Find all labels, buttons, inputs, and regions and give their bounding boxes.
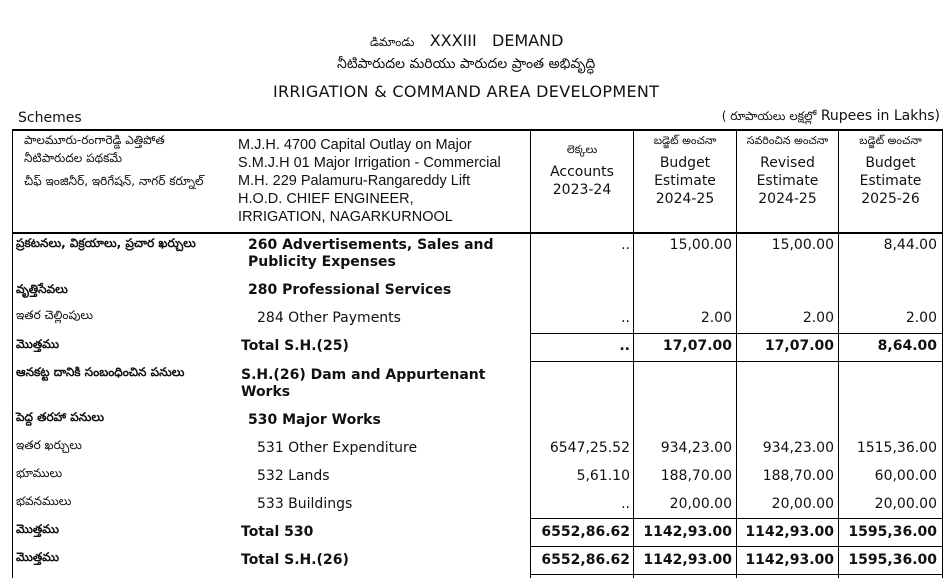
row10-be2: 1595,36.00: [848, 524, 937, 540]
col-be-label-2: Estimate: [654, 173, 716, 189]
row4-accounts: ..: [619, 338, 630, 354]
demand-word: DEMAND: [492, 31, 564, 50]
row7-be: 934,23.00: [660, 440, 732, 456]
row11-be2: 1595,36.00: [848, 552, 937, 568]
row3-be: 2.00: [700, 310, 732, 326]
subtitle-telugu: నీటిపారుదల మరియు పారుదల ప్రాంత అభివృద్ధి: [337, 56, 596, 72]
total-rule-r4-top: [530, 333, 942, 334]
row4-be2: 8,64.00: [877, 338, 937, 354]
row1-be: 15,00.00: [669, 237, 732, 253]
row6-telugu: పెద్ద తరహా పనులు: [16, 410, 104, 424]
table-right-border: [942, 129, 943, 578]
scheme-line-4: H.O.D. CHIEF ENGINEER,: [238, 191, 414, 207]
header-bottom-border: [12, 232, 943, 234]
row3-desc: 284 Other Payments: [257, 310, 401, 326]
row1-accounts: ..: [621, 237, 630, 253]
scheme-telugu-1: పాలమూరు-రంగారెడ్డి ఎత్తిపోత: [24, 133, 165, 147]
col-re-label-1: Revised: [760, 155, 815, 171]
col-be-year: 2024-25: [655, 191, 715, 207]
col-re-label-2: Estimate: [756, 173, 819, 189]
row5-desc-1: S.H.(26) Dam and Appurtenant: [241, 367, 486, 383]
row5-desc-2: Works: [241, 384, 291, 400]
demand-heading: [370, 31, 563, 52]
row11-be: 1142,93.00: [643, 552, 732, 568]
scheme-telugu-3: చీఫ్ ఇంజినీర్, ఇరిగేషన్, నాగర్ కర్నూల్: [24, 174, 204, 188]
row3-be2: 2.00: [905, 310, 937, 326]
row9-desc: 533 Buildings: [257, 496, 353, 512]
row10-be: 1142,93.00: [643, 524, 732, 540]
row3-telugu: ఇతర చెల్లింపులు: [16, 308, 94, 322]
col-re-telugu: సవరించిన అంచనా: [746, 134, 829, 147]
col-accounts-label: Accounts: [550, 164, 614, 180]
col-accounts-telugu: లెక్కలు: [566, 143, 598, 156]
row1-desc-2: Publicity Expenses: [248, 254, 396, 270]
row2-telugu: వృత్తిసేవలు: [16, 282, 68, 296]
row8-accounts: 5,61.10: [576, 468, 630, 484]
row8-telugu: భూములు: [16, 466, 63, 480]
table-left-border: [12, 129, 13, 578]
row9-be: 20,00.00: [669, 496, 732, 512]
row4-re: 17,07.00: [764, 338, 834, 354]
total-rule-r4-bottom: [530, 361, 942, 362]
row4-telugu: మొత్తము: [16, 337, 60, 351]
table-top-border: [12, 129, 943, 131]
col-be-label-1: Budget: [659, 155, 711, 171]
row7-telugu: ఇతర ఖర్చులు: [16, 438, 82, 452]
scheme-telugu-2: నీటిపారుదల పథకమే: [24, 151, 123, 165]
row10-re: 1142,93.00: [745, 524, 834, 540]
col-be2-label-1: Budget: [865, 155, 916, 171]
row5-telugu: ఆనకట్ట దానికి సంబంధించిన పనులు: [16, 365, 185, 379]
total-rule-r10-top: [530, 518, 942, 519]
col-be2-telugu: బడ్జెట్ అంచనా: [859, 134, 922, 147]
col-re-year: 2024-25: [758, 191, 817, 207]
page-title: IRRIGATION & COMMAND AREA DEVELOPMENT: [273, 82, 660, 101]
units-english: Rupees in Lakhs): [820, 108, 940, 124]
total-rule-r10-bottom: [530, 546, 942, 547]
row11-telugu: మొత్తము: [16, 550, 60, 564]
row8-be2: 60,00.00: [874, 468, 937, 484]
row1-desc-1: 260 Advertisements, Sales and: [248, 237, 494, 253]
demand-number: XXXIII: [429, 31, 477, 50]
row2-desc: 280 Professional Services: [248, 282, 452, 298]
demand-telugu: డిమాండు: [370, 35, 415, 49]
scheme-line-5: IRRIGATION, NAGARKURNOOL: [238, 209, 453, 225]
row8-be: 188,70.00: [660, 468, 732, 484]
row3-re: 2.00: [802, 310, 834, 326]
row8-re: 188,70.00: [762, 468, 834, 484]
units-telugu: ( రూపాయలు లక్షల్లో: [721, 109, 817, 123]
schemes-label: Schemes: [18, 110, 82, 126]
row1-telugu: ప్రకటనలు, విక్రయాలు, ప్రచార ఖర్చులు: [16, 236, 196, 250]
col-accounts-year: 2023-24: [552, 182, 612, 198]
total-rule-r11-bottom: [530, 574, 942, 575]
units-label: [722, 108, 940, 126]
row10-telugu: మొత్తము: [16, 522, 60, 536]
row11-accounts: 6552,86.62: [541, 552, 630, 568]
col-be2-year: 2025-26: [861, 191, 920, 207]
row9-be2: 20,00.00: [874, 496, 937, 512]
row7-accounts: 6547,25.52: [549, 440, 630, 456]
scheme-line-1: M.J.H. 4700 Capital Outlay on Major: [238, 137, 472, 153]
row11-desc: Total S.H.(26): [241, 552, 349, 568]
row4-be: 17,07.00: [662, 338, 732, 354]
row7-re: 934,23.00: [762, 440, 834, 456]
row1-re: 15,00.00: [771, 237, 834, 253]
row10-accounts: 6552,86.62: [541, 524, 630, 540]
row3-accounts: ..: [621, 310, 630, 326]
row11-re: 1142,93.00: [745, 552, 834, 568]
row9-telugu: భవనములు: [16, 494, 72, 508]
scheme-line-3: M.H. 229 Palamuru-Rangareddy Lift: [238, 173, 471, 189]
col-be-telugu: బడ్జెట్ అంచనా: [653, 134, 717, 147]
row4-desc: Total S.H.(25): [241, 338, 349, 354]
col-be2-label-2: Estimate: [859, 173, 922, 189]
scheme-line-2: S.M.J.H 01 Major Irrigation - Commercial: [238, 155, 501, 171]
row10-desc: Total 530: [241, 524, 314, 540]
row7-desc: 531 Other Expenditure: [257, 440, 418, 456]
row9-re: 20,00.00: [771, 496, 834, 512]
row7-be2: 1515,36.00: [856, 440, 937, 456]
row1-be2: 8,44.00: [883, 237, 937, 253]
row9-accounts: ..: [621, 496, 630, 512]
row8-desc: 532 Lands: [257, 468, 330, 484]
row6-desc: 530 Major Works: [248, 412, 381, 428]
